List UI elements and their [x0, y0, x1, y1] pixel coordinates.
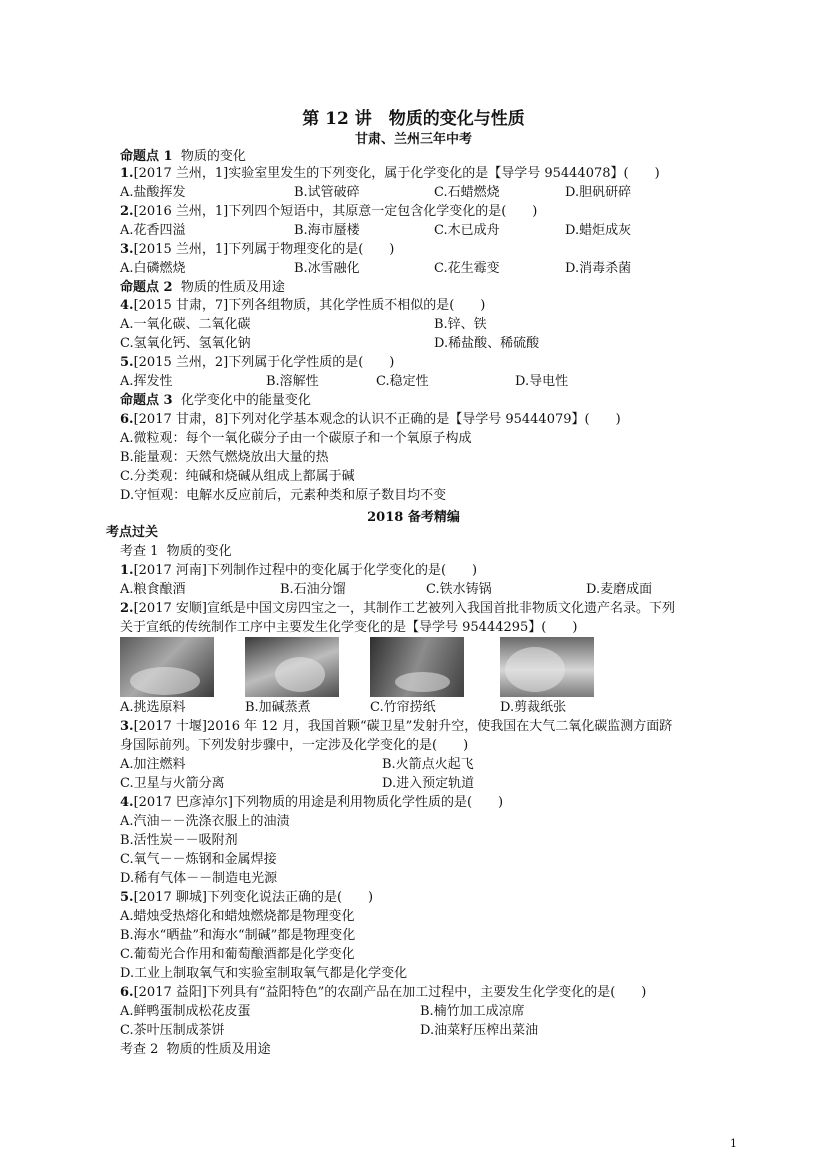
p1-option-a: A.粮食酿酒: [120, 582, 186, 597]
review-heading: 考点过关: [106, 525, 159, 540]
topic-label: 考查 2: [120, 1042, 159, 1057]
topic-text: 物质的变化: [166, 544, 232, 559]
section-heading-exams: 甘肃、兰州三年中考: [354, 132, 472, 147]
question-text: [2017 十堰]2016 年 12 月，我国首颗“碳卫星”发射升空，使我国在大气二氧化碳监测方面跻: [133, 719, 673, 734]
question-2: [120, 202, 537, 221]
q6-option-b: B.能量观：天然气燃烧放出大量的热: [120, 450, 329, 465]
topic-text: 化学变化中的能量变化: [180, 393, 311, 408]
practice-3-line-1: [120, 717, 672, 736]
q1-option-d: D.胆矾研碎: [565, 185, 632, 200]
q1-option-c: C.石蜡燃烧: [434, 185, 500, 200]
q5-option-d: D.导电性: [515, 374, 569, 389]
q3-option-a: A.白磷燃烧: [120, 261, 186, 276]
topic-label: 命题点 3: [120, 393, 173, 408]
page-number: 1: [730, 1137, 737, 1150]
question-number: 1.: [120, 563, 134, 578]
question-number: 2.: [120, 601, 134, 616]
question-text: [2015 兰州，1]下列属于物理变化的是( ): [133, 242, 395, 257]
q3-option-b: B.冰雪融化: [294, 261, 360, 276]
question-text: [2015 甘肃，7]下列各组物质，其化学性质不相似的是( ): [133, 298, 486, 313]
question-text: [2017 甘肃，8]下列对化学基本观念的认识不正确的是【导学号 95444079】( ): [133, 412, 621, 427]
question-text: [2017 安顺]宣纸是中国文房四宝之一，其制作工艺被列入我国首批非物质文化遗产名录。下列: [133, 601, 675, 616]
q5-option-a: A.挥发性: [120, 374, 173, 389]
q3-option-d: D.消毒杀菌: [565, 261, 632, 276]
q4-option-a: A.一氧化碳、二氧化碳: [120, 317, 251, 332]
q6-option-d: D.守恒观：电解水反应前后，元素种类和原子数目均不变: [120, 488, 447, 503]
practice-6: [120, 983, 646, 1002]
p5-option-a: A.蜡烛受热熔化和蜡烛燃烧都是物理变化: [120, 909, 355, 924]
practice-2-line-1: [120, 599, 675, 618]
exam-topic-1: [120, 542, 232, 561]
practice-1: [120, 561, 477, 580]
p1-option-b: B.石油分馏: [280, 582, 346, 597]
question-text: [2015 兰州，2]下列属于化学性质的是( ): [133, 355, 395, 370]
topic-text: 物质的变化: [180, 149, 246, 164]
p6-option-b: B.楠竹加工成凉席: [420, 1004, 525, 1019]
p2-option-a: A.挑选原料: [120, 700, 186, 715]
p5-option-c: C.葡萄光合作用和葡萄酿酒都是化学变化: [120, 947, 355, 962]
q6-option-a: A.微粒观：每个一氧化碳分子由一个碳原子和一个氧原子构成: [120, 431, 472, 446]
question-number: 6.: [120, 985, 134, 1000]
practice-3-line-2: 身国际前列。下列发射步骤中，一定涉及化学变化的是( ): [120, 738, 469, 753]
question-number: 4.: [120, 298, 134, 313]
question-number: 1.: [120, 166, 134, 181]
q3-option-c: C.花生霉变: [434, 261, 500, 276]
photo-selecting-materials: [120, 637, 214, 697]
topic-heading-3: [120, 391, 311, 410]
topic-label: 考查 1: [120, 544, 159, 559]
p1-option-d: D.麦磨成面: [586, 582, 653, 597]
question-number: 3.: [120, 719, 134, 734]
q6-option-c: C.分类观：纯碱和烧碱从组成上都属于碱: [120, 469, 355, 484]
p6-option-d: D.油菜籽压榨出菜油: [420, 1023, 539, 1038]
question-number: 6.: [120, 412, 134, 427]
q2-option-c: C.木已成舟: [434, 223, 500, 238]
p3-option-d: D.进入预定轨道: [382, 776, 475, 791]
question-4: [120, 296, 485, 315]
question-number: 4.: [120, 795, 134, 810]
q2-option-b: B.海市蜃楼: [294, 223, 360, 238]
q1-option-b: B.试管破碎: [294, 185, 360, 200]
p4-option-b: B.活性炭－－吸附剂: [120, 833, 238, 848]
q4-option-b: B.锌、铁: [434, 317, 487, 332]
practice-5: [120, 888, 373, 907]
question-text: [2016 兰州，1]下列四个短语中，其原意一定包含化学变化的是( ): [133, 204, 538, 219]
p3-option-b: B.火箭点火起飞: [382, 757, 474, 772]
exam-topic-2: [120, 1040, 271, 1059]
p3-option-a: A.加注燃料: [120, 757, 186, 772]
question-3: [120, 240, 394, 259]
p4-option-a: A.汽油－－洗涤衣服上的油渍: [120, 814, 290, 829]
p2-option-b: B.加碱蒸煮: [245, 700, 311, 715]
topic-label: 命题点 2: [120, 280, 173, 295]
question-text: [2017 益阳]下列具有“益阳特色”的农副产品在加工过程中，主要发生化学变化的是( ): [133, 985, 647, 1000]
p4-option-c: C.氧气－－炼钢和金属焊接: [120, 852, 277, 867]
question-text: [2017 河南]下列制作过程中的变化属于化学变化的是( ): [133, 563, 478, 578]
topic-text: 物质的性质及用途: [166, 1042, 271, 1057]
p2-option-c: C.竹帘捞纸: [370, 700, 436, 715]
p5-option-d: D.工业上制取氧气和实验室制取氧气都是化学变化: [120, 966, 408, 981]
q5-option-c: C.稳定性: [376, 374, 429, 389]
q2-option-a: A.花香四溢: [120, 223, 186, 238]
section-heading-prep: 2018 备考精编: [367, 510, 460, 525]
p2-option-d: D.剪裁纸张: [500, 700, 567, 715]
practice-4: [120, 793, 503, 812]
q2-option-d: D.蜡炬成灰: [565, 223, 632, 238]
p5-option-b: B.海水“晒盐”和海水“制碱”都是物理变化: [120, 928, 356, 943]
question-number: 5.: [120, 890, 134, 905]
question-1: [120, 164, 660, 183]
topic-heading-2: [120, 278, 285, 297]
question-number: 5.: [120, 355, 134, 370]
topic-label: 命题点 1: [120, 149, 173, 164]
q4-option-c: C.氢氧化钙、氢氧化钠: [120, 336, 251, 351]
q1-option-a: A.盐酸挥发: [120, 185, 186, 200]
p4-option-d: D.稀有气体－－制造电光源: [120, 871, 278, 886]
question-text: [2017 聊城]下列变化说法正确的是( ): [133, 890, 374, 905]
q5-option-b: B.溶解性: [266, 374, 319, 389]
q4-option-d: D.稀盐酸、稀硫酸: [434, 336, 540, 351]
question-5: [120, 353, 394, 372]
question-text: [2017 兰州，1]实验室里发生的下列变化，属于化学变化的是【导学号 95444078】( ): [133, 166, 660, 181]
p3-option-c: C.卫星与火箭分离: [120, 776, 225, 791]
question-number: 2.: [120, 204, 134, 219]
photo-alkali-steaming: [245, 637, 339, 697]
question-6: [120, 410, 621, 429]
p6-option-c: C.茶叶压制成茶饼: [120, 1023, 225, 1038]
photo-bamboo-screen: [370, 637, 464, 697]
photo-cutting-paper: [500, 637, 594, 697]
practice-2-line-2: 关于宣纸的传统制作工序中主要发生化学变化的是【导学号 95444295】( ): [120, 620, 578, 635]
question-number: 3.: [120, 242, 134, 257]
question-text: [2017 巴彦淖尔]下列物质的用途是利用物质化学性质的是( ): [133, 795, 504, 810]
topic-text: 物质的性质及用途: [180, 280, 285, 295]
p6-option-a: A.鲜鸭蛋制成松花皮蛋: [120, 1004, 251, 1019]
lesson-title: 第 12 讲 物质的变化与性质: [302, 109, 525, 129]
p1-option-c: C.铁水铸锅: [426, 582, 492, 597]
